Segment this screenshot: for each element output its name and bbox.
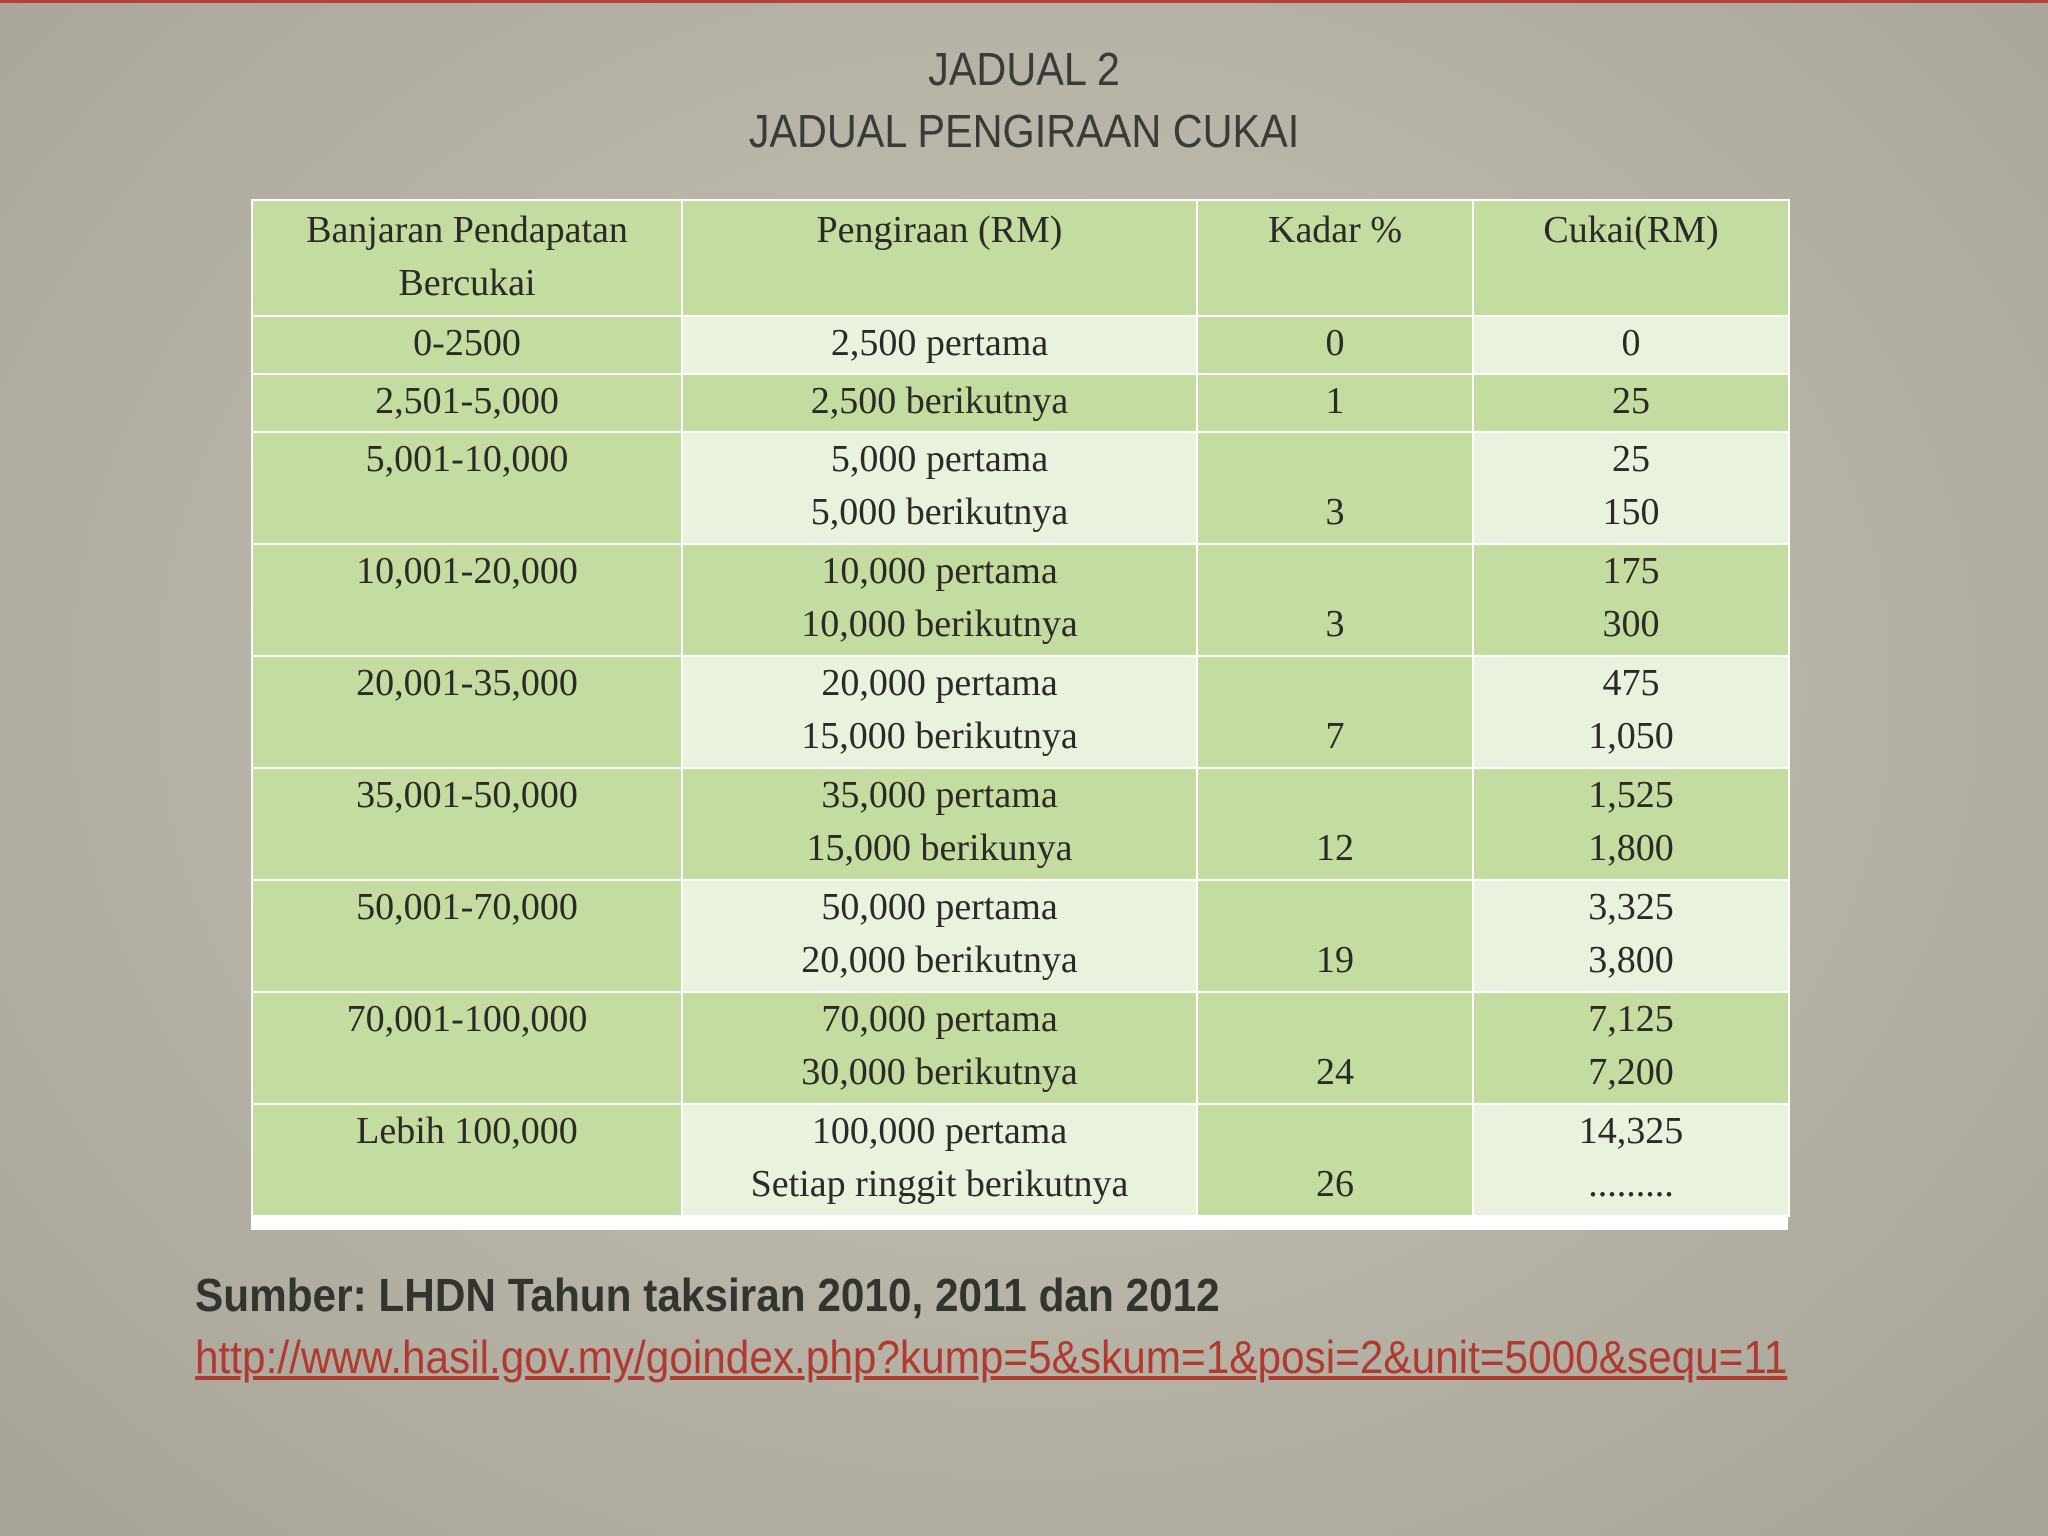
cell-rate [1197,432,1473,544]
tax-value: 475 [1602,662,1660,704]
rate-value: 3 [1325,491,1345,533]
calculation-line: 10,000 berikutnya [801,603,1078,645]
cell-calculation [682,316,1197,374]
tax-value: 1,050 [1588,715,1674,757]
rate-value: 1 [1325,380,1345,422]
income-range-value: 2,501-5,000 [375,380,559,422]
top-accent-rule [0,0,2048,3]
table-row [252,316,1789,374]
cell-tax [1473,544,1789,656]
cell-tax [1473,374,1789,432]
calculation-line: Setiap ringgit berikutnya [750,1163,1129,1205]
header-calculation: Pengiraan (RM) [682,200,1197,316]
table-row [252,1104,1789,1216]
cell-income-range [252,880,682,992]
table-row [252,656,1789,768]
cell-income-range [252,544,682,656]
cell-income-range [252,432,682,544]
calculation-line: 5,000 berikutnya [810,491,1069,533]
calculation-line: 35,000 pertama [821,774,1058,816]
slide-title-line2: JADUAL PENGIRAAN CUKAI [748,105,1300,157]
cell-income-range [252,992,682,1104]
tax-value: 300 [1602,603,1660,645]
table-row [252,544,1789,656]
cell-rate [1197,316,1473,374]
cell-calculation [682,656,1197,768]
tax-value: 1,800 [1588,827,1674,869]
table-row [252,992,1789,1104]
calculation-line: 100,000 pertama [811,1110,1068,1152]
tax-value: 3,800 [1588,939,1674,981]
rate-value [1198,657,1472,710]
rate-value: 12 [1316,827,1354,869]
cell-income-range [252,1104,682,1216]
table-header-row [252,200,1789,316]
rate-value [1198,769,1472,822]
rate-value [1198,1105,1472,1158]
income-range-value: 5,001-10,000 [365,438,569,480]
cell-tax [1473,768,1789,880]
header-income-range-line1: Banjaran Pendapatan [306,209,628,251]
rate-value: 0 [1325,322,1345,364]
header-income-range [252,200,682,316]
cell-tax [1473,880,1789,992]
cell-rate [1197,880,1473,992]
cell-rate [1197,656,1473,768]
tax-value: 175 [1602,550,1660,592]
table-row [252,880,1789,992]
cell-calculation [682,374,1197,432]
cell-calculation [682,768,1197,880]
calculation-line: 50,000 pertama [821,886,1058,928]
calculation-line: 15,000 berikunya [806,827,1073,869]
cell-rate [1197,768,1473,880]
tax-value: 7,125 [1588,998,1674,1040]
tax-value: 25 [1612,380,1650,422]
rate-value: 24 [1316,1051,1354,1093]
calculation-line: 5,000 pertama [830,438,1049,480]
calculation-line: 2,500 berikutnya [810,380,1069,422]
table-row [252,374,1789,432]
tax-value: 150 [1602,491,1660,533]
rate-value: 3 [1325,603,1345,645]
source-citation: Sumber: LHDN Tahun taksiran 2010, 2011 dan 2012 [195,1269,1220,1321]
header-tax: Cukai(RM) [1473,200,1789,316]
tax-value: ......... [1588,1163,1674,1205]
cell-rate [1197,374,1473,432]
cell-tax [1473,316,1789,374]
income-range-value: 35,001-50,000 [356,774,578,816]
rate-value [1198,545,1472,598]
income-range-value: 0-2500 [413,322,521,364]
source-link[interactable]: http://www.hasil.gov.my/goindex.php?kump=5&skum=1&posi=2&unit=5000&sequ=11 [195,1331,1788,1383]
rate-value: 26 [1316,1163,1354,1205]
tax-value: 14,325 [1578,1110,1684,1152]
rate-value [1198,993,1472,1046]
cell-calculation [682,1104,1197,1216]
cell-income-range [252,768,682,880]
calculation-line: 2,500 pertama [830,322,1049,364]
tax-value: 0 [1621,322,1641,364]
tax-value: 25 [1612,438,1650,480]
rate-value: 7 [1325,715,1345,757]
cell-rate [1197,544,1473,656]
calculation-line: 70,000 pertama [821,998,1058,1040]
calculation-line: 20,000 pertama [821,662,1058,704]
cell-calculation [682,432,1197,544]
income-range-value: Lebih 100,000 [356,1110,578,1152]
cell-rate [1197,992,1473,1104]
cell-calculation [682,880,1197,992]
rate-value [1198,881,1472,934]
income-range-value: 70,001-100,000 [346,998,588,1040]
calculation-line: 30,000 berikutnya [801,1051,1078,1093]
cell-tax [1473,1104,1789,1216]
calculation-line: 10,000 pertama [821,550,1058,592]
header-rate: Kadar % [1197,200,1473,316]
calculation-line: 20,000 berikutnya [801,939,1078,981]
table-row [252,768,1789,880]
tax-value: 1,525 [1588,774,1674,816]
tax-table [251,199,1790,1217]
cell-calculation [682,544,1197,656]
rate-value [1198,433,1472,486]
rate-value: 19 [1316,939,1354,981]
cell-tax [1473,656,1789,768]
tax-value: 3,325 [1588,886,1674,928]
income-range-value: 20,001-35,000 [356,662,578,704]
cell-calculation [682,992,1197,1104]
cell-rate [1197,1104,1473,1216]
slide-title-line1: JADUAL 2 [928,43,1120,95]
cell-tax [1473,992,1789,1104]
tax-table-container [251,199,1788,1230]
tax-value: 7,200 [1588,1051,1674,1093]
cell-tax [1473,432,1789,544]
cell-income-range [252,316,682,374]
income-range-value: 50,001-70,000 [356,886,578,928]
calculation-line: 15,000 berikutnya [801,715,1078,757]
cell-income-range [252,374,682,432]
cell-income-range [252,656,682,768]
table-row [252,432,1789,544]
income-range-value: 10,001-20,000 [356,550,578,592]
header-income-range-line2: Bercukai [398,262,536,304]
